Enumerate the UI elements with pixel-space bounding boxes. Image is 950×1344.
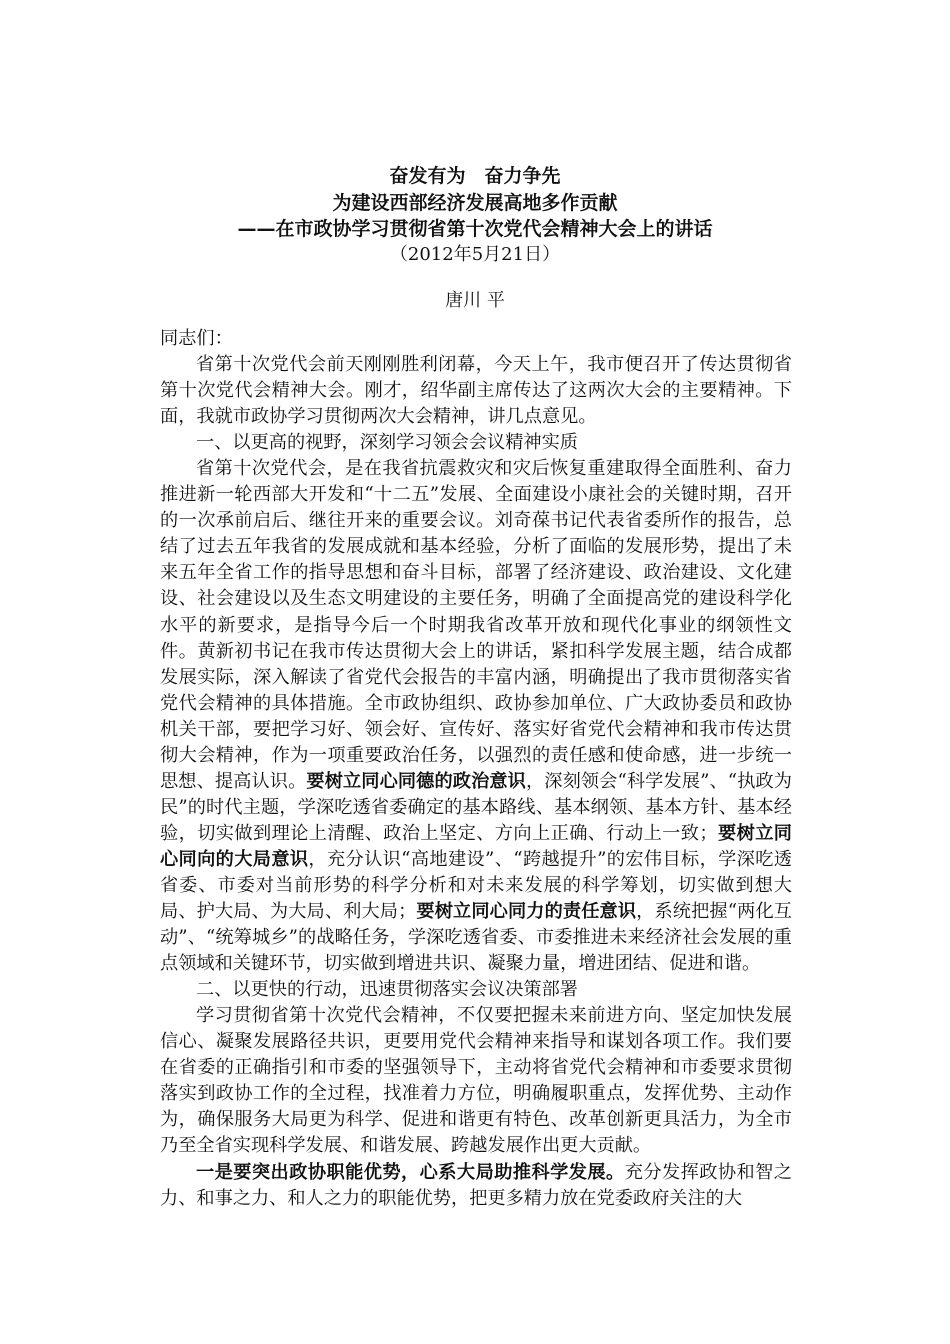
paragraph-2-bold-1: 要树立同心同德的政治意识 (306, 770, 526, 792)
paragraph-2-text-e: ，系统把握“两化互动”、“统筹城乡”的战略任务，学深吃透省委、市委推进未来经济社会发展的重点领域和关键环节，切实做到增进共识、凝聚力量，增进团结、促进和谐。 (160, 901, 792, 975)
title-line-3: ——在市政协学习贯彻省第十次党代会精神大会上的讲话 (237, 218, 713, 240)
paragraph-4 (160, 1160, 792, 1212)
paragraph-4-bold: 一是要突出政协职能优势，心系大局助推科学发展。 (196, 1161, 625, 1183)
paragraph-2-bold-3: 要树立同心同力的责任意识 (416, 901, 637, 923)
paragraph-3: 学习贯彻省第十次党代会精神，不仅要把握未来前进方向、坚定加快发展信心、凝聚发展路径共识，更要用党代会精神来指导和谋划各项工作。我们要在省委的正确指引和市委的坚强领导下，主动将省党代会精神和市委要求贯彻落实到政协工作的全过程，找准着力方位，明确履职重点，发挥优势、主动作为，确保服务大局更为科学、促进和谐更有特色、改革创新更具活力，为全市乃至全省实现科学发展、和谐发展、跨越发展作出更大贡献。 (160, 1005, 792, 1157)
paragraph-2 (160, 456, 792, 977)
paragraph-2-text-a: 省第十次党代会，是在我省抗震救灾和灾后恢复重建取得全面胜利、奋力推进新一轮西部大开发和“十二五”发展、全面建设小康社会的关键时期，召开的一次承前启后、继往开来的重要会议。刘奇葆书记代表省委所作的报告，总结了过去五年我省的发展成就和基本经验，分析了面临的发展形势，提出了未来五年全省工作的指导思想和奋斗目标，部署了经济建设、政治建设、文化建设、社会建设以及生态文明建设的主要任务，明确了全面提高党的建设科学化水平的新要求，是指导今后一个时期我省改革开放和现代化事业的纲领性文件。黄新初书记在我市传达贯彻大会上的讲话，紧扣科学发展主题，结合成都发展实际，深入解读了省党代会报告的丰富内涵，明确提出了我市贯彻落实省党代会精神的具体措施。全市政协组织、政协参加单位、广大政协委员和政协机关干部，要把学习好、领会好、宣传好、落实好省党代会精神和我市传达贯彻大会精神，作为一项重要政治任务，以强烈的责任感和使命感，进一步统一思想、提高认识。 (160, 458, 792, 792)
section-2-heading: 二、以更快的行动，迅速贯彻落实会议决策部署 (196, 979, 578, 1001)
paragraph-2-text-d: ，充分认识“高地建设”、“跨越提升”的宏伟目标，学深吃透省委、市委对当前形势的科学分析和对未来发展的科学筹划，切实做到想大局、护大局、为大局、利大局； (160, 848, 792, 923)
document-body (160, 326, 792, 1212)
author-name: 唐川 平 (445, 290, 505, 311)
title-line-2: 为建设西部经济发展高地多作贡献 (332, 192, 618, 214)
paragraph-2-bold-2: 要树立同心同向的大局意识 (160, 822, 792, 870)
salutation: 同志们： (160, 328, 233, 349)
speech-date: （2012年5月21日） (389, 244, 561, 265)
title-line-1: 奋发有为 奋力争先 (389, 165, 561, 187)
paragraph-1: 省第十次党代会前天刚刚胜利闭幕，今天上午，我市便召开了传达贯彻省第十次党代会精神大会。刚才，绍华副主席传达了这两次大会的主要精神。下面，我就市政协学习贯彻两次大会精神，讲几点意见。 (160, 354, 792, 428)
paragraph-4-text: 充分发挥政协和智之力、和事之力、和人之力的职能优势，把更多精力放在党委政府关注的大 (160, 1161, 792, 1209)
section-1-heading: 一、以更高的视野，深刻学习领会会议精神实质 (196, 432, 578, 454)
paragraph-2-text-c: ，深刻领会“科学发展”、“执政为民”的时代主题，学深吃透省委确定的基本路线、基本纲领、基本方针、基本经验，切实做到理论上清醒、政治上坚定、方向上正确、行动上一致； (160, 770, 792, 844)
